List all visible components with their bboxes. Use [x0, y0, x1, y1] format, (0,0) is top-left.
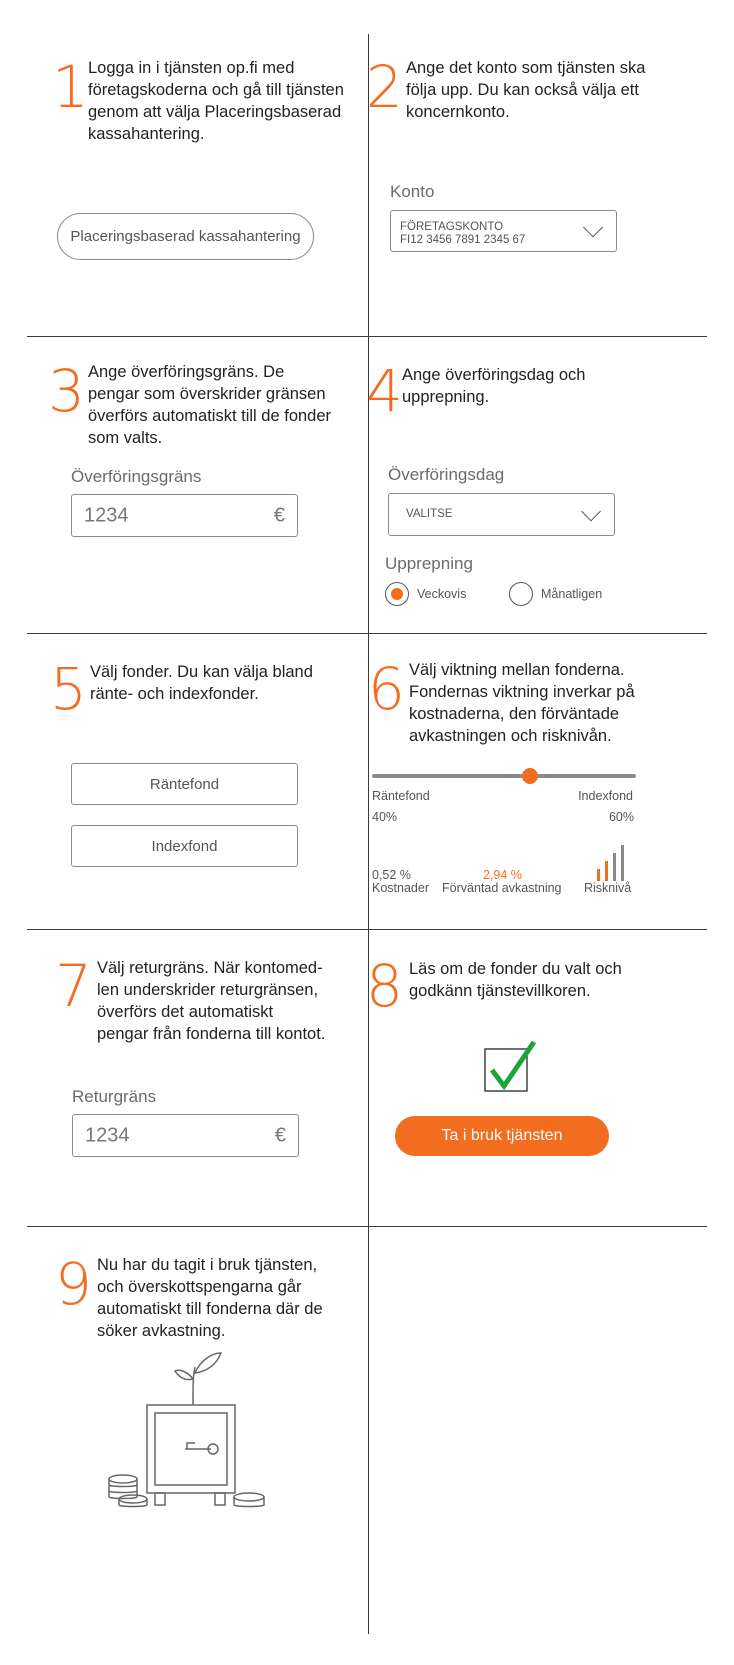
step-text: Välj fonder. Du kan välja bland ränte- och indexfonder.	[90, 663, 313, 703]
chevron-down-icon	[583, 218, 603, 238]
step-text: Ange överföringsdag och upprepning.	[402, 366, 586, 406]
left-fund-pct: 40%	[372, 810, 398, 824]
radio-monthly[interactable]	[509, 582, 533, 606]
step-text: Välj returgräns. När kontomed-len underskrider returgränsen, överförs det automatiskt pengar från fonderna till kontot.	[97, 959, 326, 1043]
slider-track	[372, 774, 636, 778]
step-number: 4	[366, 357, 403, 425]
activate-service-button[interactable]	[395, 1116, 609, 1156]
risk-label: Risknivå	[584, 881, 632, 895]
vertical-divider	[368, 34, 369, 1634]
radio-weekly-label: Veckovis	[417, 587, 467, 601]
step-text: Ange det konto som tjänsten ska följa upp. Du kan också välja ett koncernkonto.	[406, 59, 646, 121]
risk-level-icon	[597, 845, 627, 881]
step-number: 1	[52, 53, 89, 121]
chevron-down-icon	[581, 501, 601, 521]
right-fund-label: Indexfond	[578, 789, 633, 803]
risk-bar	[621, 845, 624, 881]
transfer-day-value: VALITSE	[406, 508, 453, 520]
step-number: 7	[55, 952, 92, 1020]
checkmark-icon	[484, 1040, 536, 1092]
risk-bar	[597, 869, 600, 881]
step-text: Logga in i tjänsten op.fi med företagskoderna och gå till tjänsten genom att välja Placeringsbaserad kassahantering.	[88, 59, 344, 143]
step-number: 2	[366, 53, 403, 121]
return-limit-value: 1234	[85, 1124, 130, 1146]
cost-value: 0,52 %	[372, 868, 411, 882]
step-number: 3	[48, 357, 85, 425]
right-fund-pct: 60%	[608, 810, 634, 824]
interest-fund-label: Räntefond	[149, 775, 220, 793]
step-number: 9	[55, 1250, 92, 1318]
risk-bar	[605, 861, 608, 881]
transfer-limit-input[interactable]	[71, 494, 298, 537]
repeat-label: Upprepning	[385, 554, 473, 573]
safe-with-plant-illustration	[105, 1345, 275, 1515]
slider-thumb[interactable]	[522, 768, 538, 784]
risk-bar	[613, 853, 616, 881]
euro-icon: €	[273, 504, 285, 526]
transfer-limit-label: Överföringsgräns	[71, 467, 202, 486]
cost-label: Kostnader	[372, 881, 429, 895]
left-fund-label: Räntefond	[372, 789, 430, 803]
service-button[interactable]	[57, 213, 314, 260]
transfer-limit-value: 1234	[84, 504, 129, 526]
row-divider	[27, 929, 707, 930]
step-text: Ange överföringsgräns. De pengar som överskrider gränsen överförs automatiskt till de fonder som valts.	[88, 363, 332, 447]
account-number: FI12 3456 7891 2345 67	[400, 234, 526, 246]
account-label: Konto	[390, 182, 435, 201]
weighting-slider[interactable]	[372, 766, 636, 786]
terms-checkbox[interactable]	[484, 1040, 536, 1092]
activate-service-label: Ta i bruk tjänsten	[441, 1127, 563, 1144]
safe-icon	[105, 1345, 275, 1515]
row-divider	[27, 336, 707, 337]
service-button-label: Placeringsbaserad kassahantering	[70, 228, 301, 245]
return-value: 2,94 %	[483, 868, 522, 882]
transfer-day-label: Överföringsdag	[388, 465, 505, 484]
index-fund-label: Indexfond	[151, 837, 218, 855]
row-divider	[27, 633, 707, 634]
radio-weekly[interactable]	[385, 582, 409, 606]
step-text: Välj viktning mellan fonderna. Fondernas viktning inverkar på kostnaderna, den förväntade avkastningen och risknivån.	[409, 661, 635, 745]
step-number: 8	[366, 952, 403, 1020]
return-limit-label: Returgräns	[72, 1087, 157, 1106]
step-number: 6	[368, 655, 405, 723]
interest-fund-button[interactable]	[71, 763, 298, 805]
return-label: Förväntad avkastning	[442, 881, 562, 895]
return-limit-input[interactable]	[72, 1114, 299, 1157]
index-fund-button[interactable]	[71, 825, 298, 867]
step-number: 5	[50, 655, 87, 723]
transfer-day-select[interactable]	[388, 493, 615, 536]
euro-icon: €	[274, 1124, 286, 1146]
step-text: Nu har du tagit i bruk tjänsten, och överskottspengarna går automatiskt till fonderna där de söker avkastning.	[97, 1256, 323, 1340]
account-type: FÖRETAGSKONTO	[400, 221, 504, 233]
row-divider	[27, 1226, 707, 1227]
account-select[interactable]	[390, 210, 617, 252]
radio-monthly-label: Månatligen	[541, 587, 603, 601]
step-text: Läs om de fonder du valt och godkänn tjänstevillkoren.	[409, 960, 622, 1000]
